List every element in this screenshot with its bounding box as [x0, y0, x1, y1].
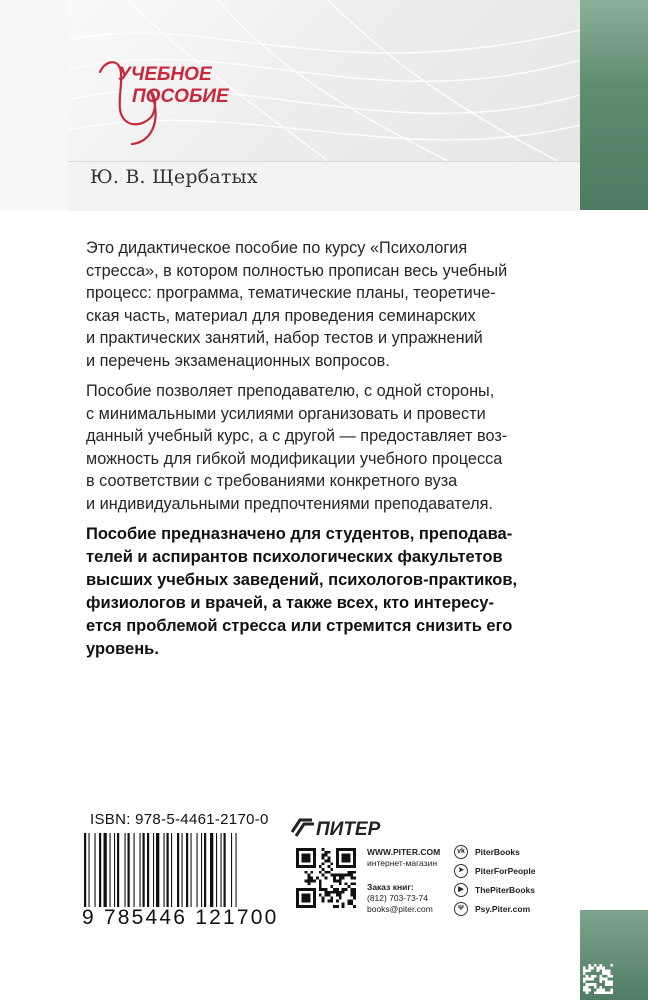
play-icon: ▶: [454, 883, 468, 897]
text-line: ется проблемой стресса или стремится снизить его: [86, 617, 513, 635]
social-psy: [454, 902, 530, 916]
text-line: стресса», в котором полностью прописан весь учебный: [86, 261, 508, 280]
publisher-name: ПИТЕР: [316, 819, 381, 840]
text-line: с минимальными усилиями организовать и провести: [86, 404, 486, 423]
psi-icon: Ψ: [454, 902, 468, 916]
text-line: телей и аспирантов психологических факультетов: [86, 548, 503, 566]
social-youtube: [454, 883, 535, 897]
store-label: интернет-магазин: [367, 858, 438, 868]
social-label: PiterBooks: [475, 847, 520, 857]
text-line: Пособие позволяет преподавателю, с одной стороны,: [86, 382, 495, 400]
series-logo: [92, 46, 262, 146]
website: WWW.PITER.COM: [367, 847, 441, 857]
text-line: высших учебных заведений, психологов-практиков,: [86, 571, 518, 589]
author-name: Ю. В. Щербатых: [90, 166, 258, 188]
text-line: и перечень экзаменационных вопросов.: [86, 351, 390, 370]
isbn-number: ISBN: 978-5-4461-2170-0: [90, 811, 269, 828]
order-label: Заказ книг:: [367, 882, 414, 892]
description-paragraph-1: [86, 237, 576, 372]
social-label: ThePiterBooks: [475, 885, 535, 895]
telegram-icon: ➤: [454, 864, 468, 878]
description-paragraph-2: [86, 380, 576, 515]
phone: (812) 703-73-74: [367, 893, 428, 903]
audience-paragraph: [86, 523, 576, 661]
email: books@piter.com: [367, 904, 433, 914]
qr-code: [296, 848, 356, 908]
social-vk: [454, 845, 520, 859]
logo-mark: [296, 824, 314, 836]
text-line: в соответствии с требованиями конкретного вуза: [86, 472, 458, 490]
series-title-line2: ПОСОБИЕ: [132, 86, 229, 107]
text-line: физиологов и врачей, а также всех, кто интересу-: [86, 594, 494, 612]
text-line: ская часть, материал для проведения семинарских: [86, 306, 476, 325]
text-line: уровень.: [86, 640, 159, 658]
publisher-logo: [290, 812, 400, 842]
text-line: Это дидактическое пособие по курсу «Психология: [86, 239, 468, 257]
barcode: [84, 833, 276, 907]
vk-icon: vk: [454, 845, 468, 859]
series-title-line1: УЧЕБНОЕ: [118, 64, 212, 85]
text-line: можность для гибкой модификации учебного процесса: [86, 449, 503, 468]
social-telegram: [454, 864, 535, 878]
text-line: и индивидуальными предпочтениями преподавателя.: [86, 494, 493, 513]
small-qr-code: [583, 964, 613, 994]
text-line: данный учебный курс, а с другой — предоставляет воз-: [86, 427, 508, 445]
text-line: процесс: программа, тематические планы, теоретиче-: [86, 284, 496, 302]
social-label: Psy.Piter.com: [475, 904, 531, 914]
barcode-digits: 9 785446 121700: [82, 906, 279, 929]
text-line: Пособие предназначено для студентов, преподава-: [86, 525, 513, 543]
text-line: и практических занятий, набор тестов и упражнений: [86, 329, 483, 347]
social-label: PiterForPeople: [475, 866, 536, 876]
green-edge-top: [580, 0, 648, 210]
left-margin-strip: [0, 0, 68, 210]
